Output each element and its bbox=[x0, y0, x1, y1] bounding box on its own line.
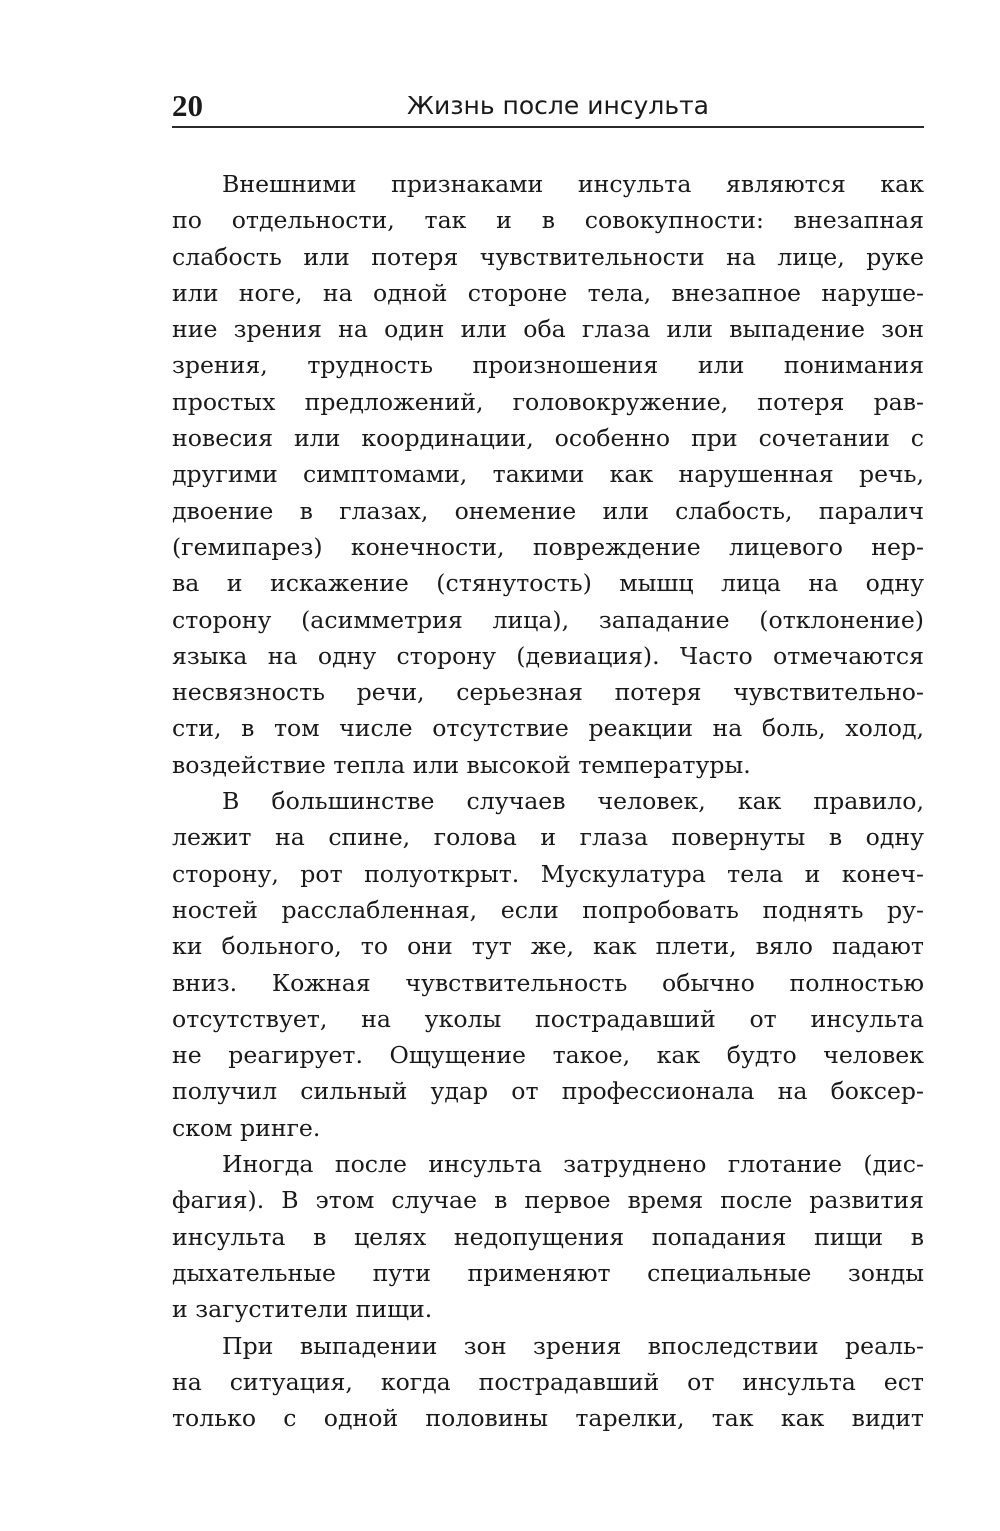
text-line: слабость или потеря чувствительности на лице, руке bbox=[172, 242, 924, 271]
text-line: ние зрения на один или оба глаза или выпадение зон bbox=[172, 315, 924, 344]
body-text bbox=[172, 166, 924, 1436]
text-line: Иногда после инсульта затруднено глотание (дис- bbox=[222, 1150, 924, 1179]
text-line: ском ринге. bbox=[172, 1113, 321, 1142]
paragraph bbox=[172, 1328, 924, 1437]
text-line: языка на одну сторону (девиация). Часто отмечаются bbox=[172, 641, 924, 670]
text-line: и загустители пищи. bbox=[172, 1295, 433, 1324]
text-line: не реагирует. Ощущение такое, как будто человек bbox=[172, 1041, 924, 1070]
text-line: вниз. Кожная чувствительность обычно полностью bbox=[172, 968, 924, 997]
text-line: простых предложений, головокружение, потеря рав- bbox=[172, 387, 924, 416]
text-line: В большинстве случаев человек, как правило, bbox=[222, 787, 924, 816]
text-line: отсутствует, на уколы пострадавший от инсульта bbox=[172, 1004, 924, 1033]
paragraph bbox=[172, 166, 924, 783]
text-line: несвязность речи, серьезная потеря чувствительно- bbox=[172, 678, 924, 707]
text-line: по отдельности, так и в совокупности: внезапная bbox=[172, 206, 924, 235]
text-line: При выпадении зон зрения впоследствии реаль- bbox=[222, 1331, 924, 1360]
text-line: двоение в глазах, онемение или слабость, паралич bbox=[172, 496, 924, 525]
text-line: получил сильный удар от профессионала на боксер- bbox=[172, 1077, 924, 1106]
text-line: ки больного, то они тут же, как плети, вяло падают bbox=[172, 932, 924, 961]
text-line: (гемипарез) конечности, повреждение лицевого нер- bbox=[172, 532, 924, 561]
paragraph bbox=[172, 1146, 924, 1327]
text-line: зрения, трудность произношения или понимания bbox=[172, 351, 924, 380]
text-line: инсульта в целях недопущения попадания пищи в bbox=[172, 1222, 924, 1251]
text-line: Внешними признаками инсульта являются как bbox=[222, 170, 924, 198]
text-line: ва и искажение (стянутость) мышц лица на одну bbox=[172, 569, 924, 598]
text-line: дыхательные пути применяют специальные зонды bbox=[172, 1258, 924, 1287]
text-line: другими симптомами, такими как нарушенная речь, bbox=[172, 460, 924, 489]
running-title: Жизнь после инсульта bbox=[407, 91, 709, 120]
text-line: сти, в том числе отсутствие реакции на боль, холод, bbox=[172, 714, 924, 743]
text-line: воздействие тепла или высокой температуры. bbox=[172, 750, 751, 779]
text-line: сторону (асимметрия лица), западание (отклонение) bbox=[172, 605, 924, 634]
text-line: на ситуация, когда пострадавший от инсульта ест bbox=[172, 1367, 924, 1396]
header-rule bbox=[172, 126, 924, 128]
text-line: сторону, рот полуоткрыт. Мускулатура тела и конеч- bbox=[172, 859, 924, 888]
page-number: 20 bbox=[172, 88, 203, 123]
text-line: или ноге, на одной стороне тела, внезапное наруше- bbox=[172, 278, 924, 307]
paragraph bbox=[172, 783, 924, 1146]
text-line: ностей расслабленная, если попробовать поднять ру- bbox=[172, 895, 924, 924]
text-line: только с одной половины тарелки, так как видит bbox=[172, 1404, 924, 1433]
text-line: новесия или координации, особенно при сочетании с bbox=[172, 424, 924, 453]
text-line: фагия). В этом случае в первое время после развития bbox=[172, 1186, 924, 1215]
text-line: лежит на спине, голова и глаза повернуты в одну bbox=[172, 823, 924, 852]
